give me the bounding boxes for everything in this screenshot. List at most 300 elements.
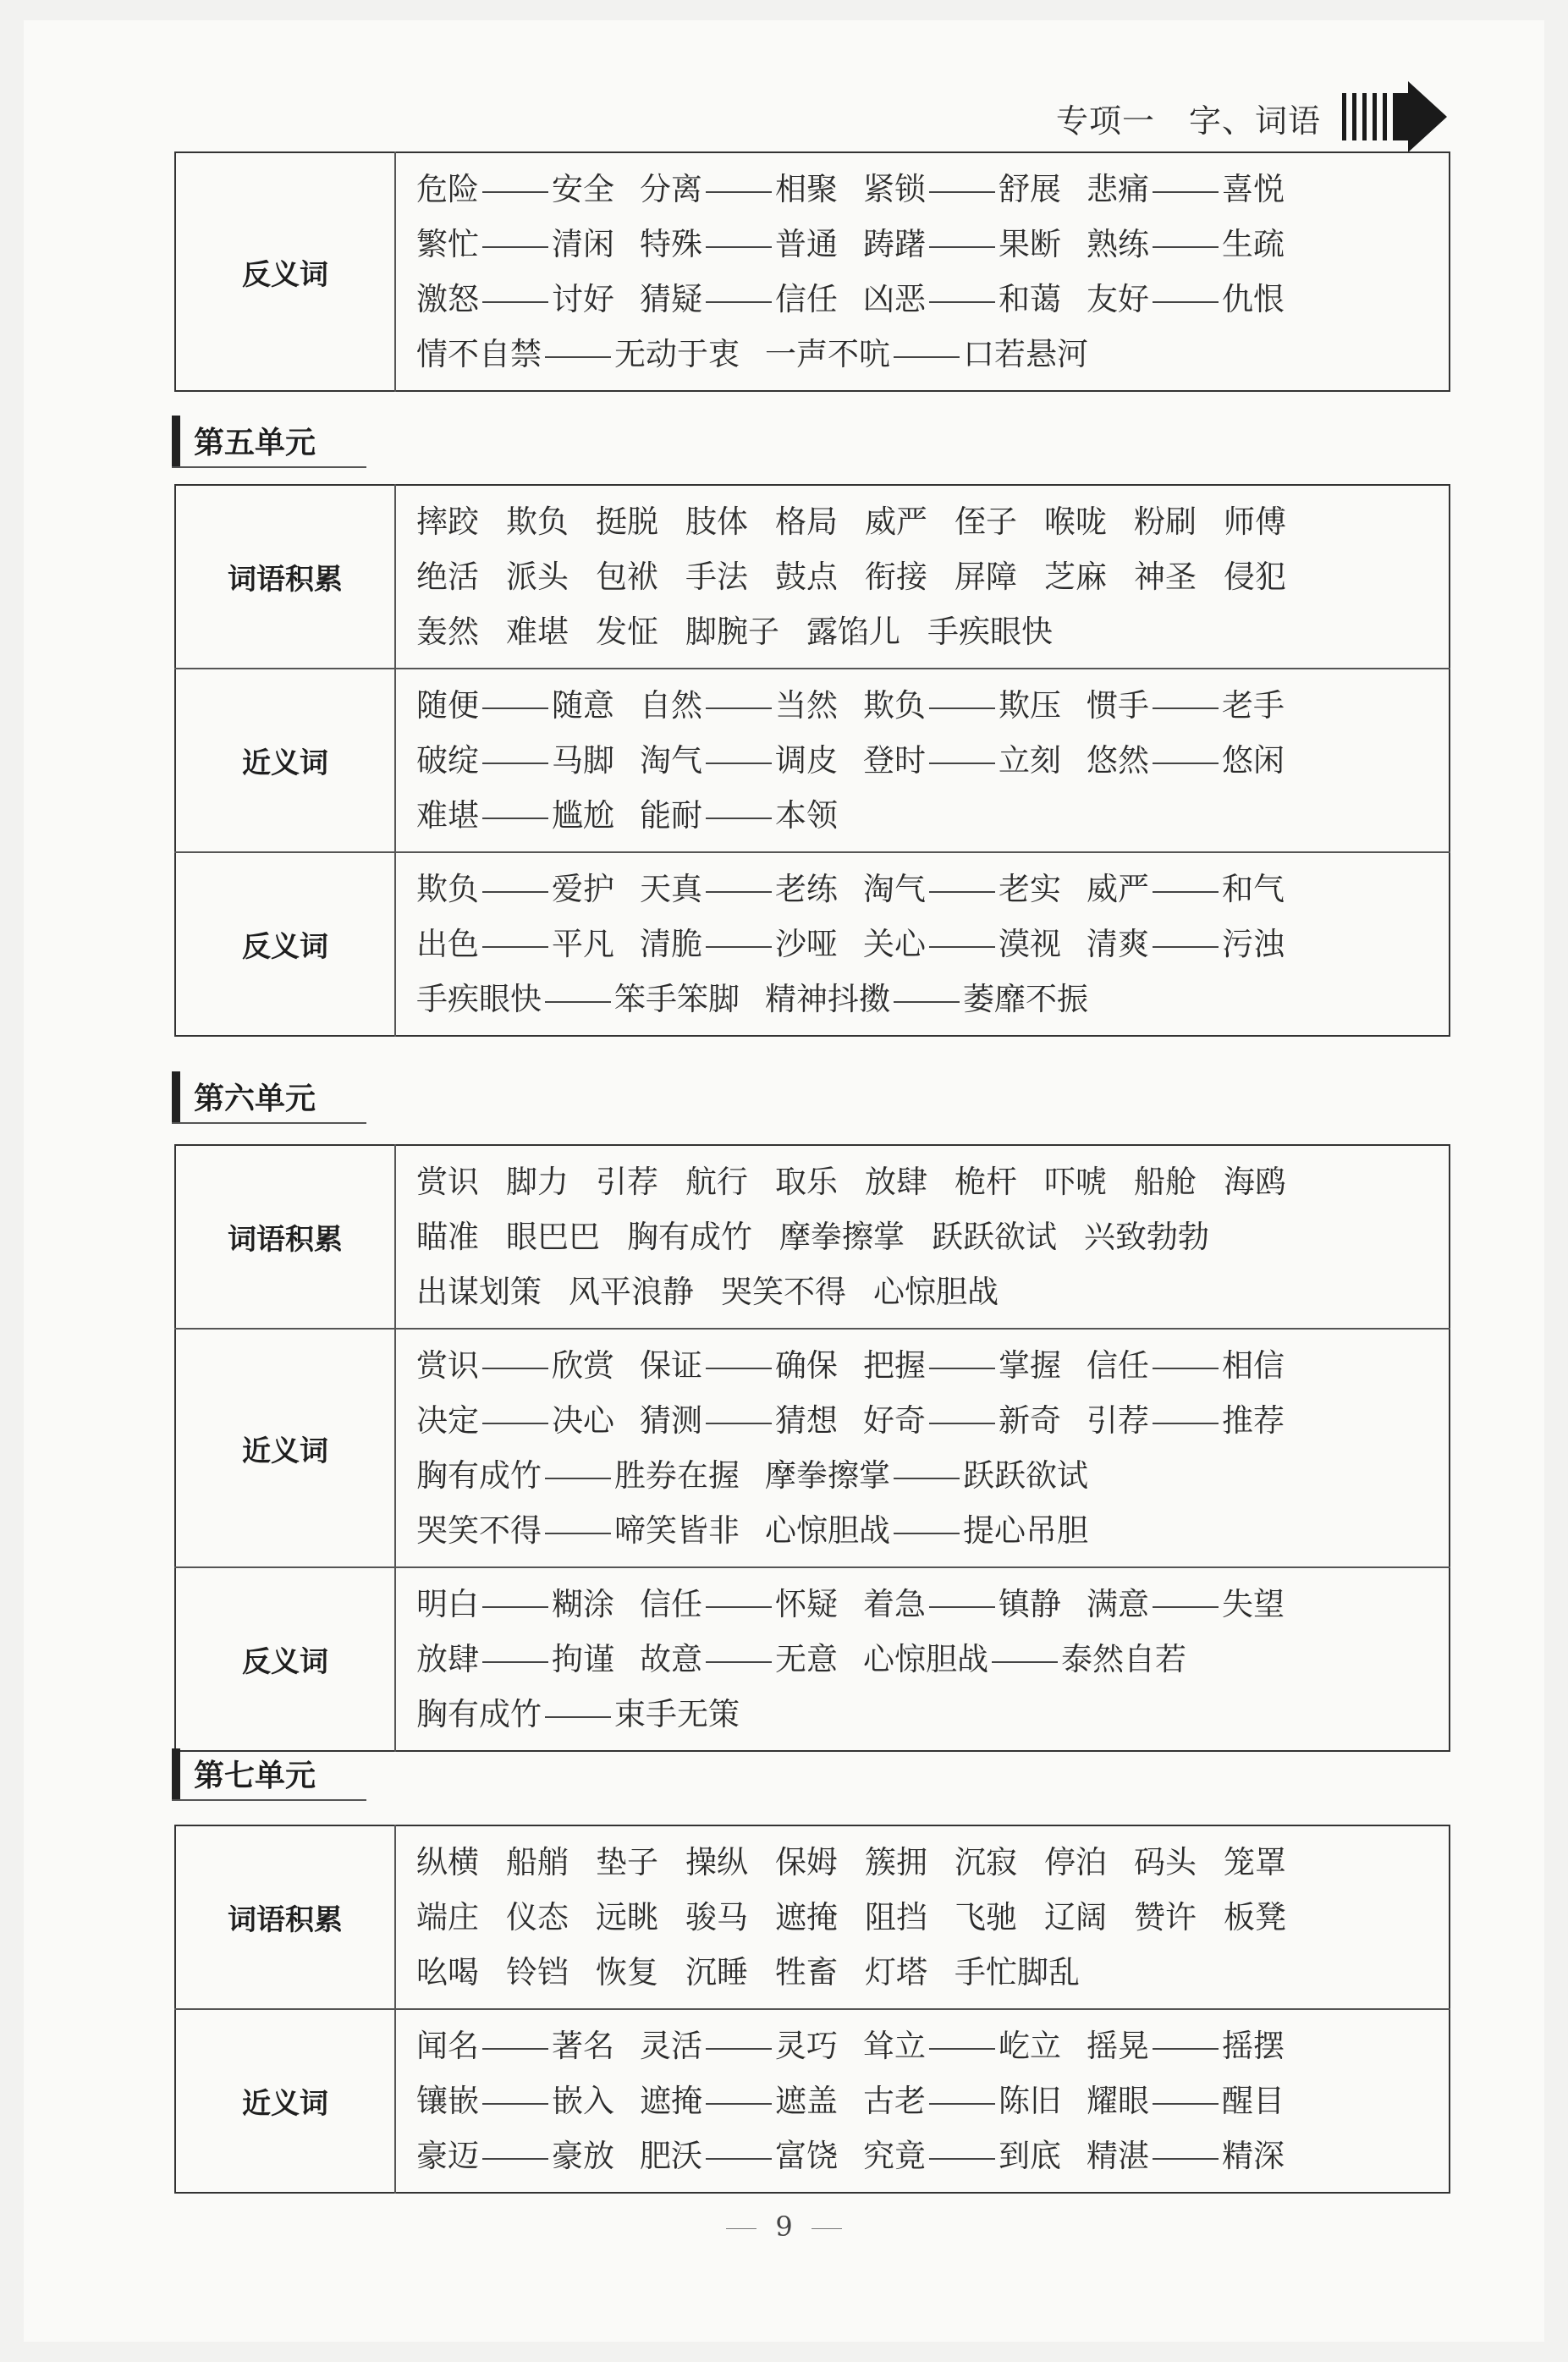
- word-line: [416, 1503, 1449, 1558]
- word: 仇恨: [1222, 281, 1285, 317]
- word: 操纵: [685, 1844, 748, 1880]
- word-line: [416, 217, 1449, 272]
- word: 怀疑: [775, 1586, 838, 1622]
- word-pair: [863, 862, 1061, 917]
- word: 和气: [1222, 871, 1285, 907]
- category-label: 近义词: [175, 669, 395, 852]
- word-pair: [416, 2128, 614, 2183]
- word: 友好: [1087, 281, 1149, 317]
- word-pair: [640, 2018, 838, 2073]
- word-pair: [416, 1448, 740, 1503]
- word: 口若悬河: [963, 336, 1088, 372]
- pair-dash: [894, 356, 960, 358]
- word: 凶恶: [863, 281, 926, 317]
- word: 马脚: [552, 742, 614, 779]
- word-pair: [416, 788, 614, 843]
- pair-dash: [929, 1423, 995, 1424]
- word: 清爽: [1087, 926, 1149, 962]
- word-pair: [1087, 272, 1285, 327]
- word-pair: [863, 678, 1061, 733]
- word: 信任: [775, 281, 838, 317]
- pair-dash: [929, 2103, 995, 2105]
- word: 骏马: [685, 1899, 748, 1935]
- word: 恢复: [596, 1954, 658, 1990]
- pair-dash: [482, 2048, 548, 2050]
- word-pair: [416, 733, 614, 788]
- category-label: 词语积累: [175, 1145, 395, 1329]
- word: 信任: [1087, 1347, 1149, 1384]
- pair-dash: [706, 2103, 772, 2105]
- word: 登时: [863, 742, 926, 779]
- pair-dash: [482, 2103, 548, 2105]
- word: 平凡: [552, 926, 614, 962]
- pair-dash: [706, 707, 772, 709]
- word-line: [416, 1632, 1449, 1687]
- word: 引荐: [596, 1164, 658, 1200]
- word-line: [416, 678, 1449, 733]
- pair-dash: [482, 301, 548, 303]
- word: 脚腕子: [685, 614, 779, 650]
- word-pair: [765, 972, 1088, 1027]
- pair-dash: [1153, 246, 1219, 248]
- word-line: [416, 1577, 1449, 1632]
- word-pair: [416, 862, 614, 917]
- word: 赏识: [416, 1164, 479, 1200]
- pair-dash: [706, 246, 772, 248]
- arrow-right-icon: [1342, 81, 1452, 152]
- word: 放肆: [416, 1641, 479, 1677]
- word: 精深: [1222, 2138, 1285, 2174]
- word-line: [416, 162, 1449, 217]
- word: 威严: [865, 504, 927, 540]
- word-pair: [640, 1393, 838, 1448]
- pair-dash: [1153, 2048, 1219, 2050]
- page-number: [24, 2211, 1544, 2243]
- pair-dash: [706, 191, 772, 193]
- word-list: [395, 1567, 1450, 1751]
- pair-dash: [1153, 1606, 1219, 1608]
- pair-dash: [706, 1661, 772, 1663]
- word: 精湛: [1087, 2138, 1149, 2174]
- word: 哭笑不得: [416, 1512, 542, 1549]
- word: 胸有成竹: [627, 1219, 752, 1255]
- word: 泰然自若: [1061, 1641, 1186, 1677]
- word: 特殊: [640, 226, 702, 262]
- section-title: [172, 1747, 366, 1801]
- word-pair: [765, 1503, 1088, 1558]
- word: 赞许: [1134, 1899, 1197, 1935]
- word: 生疏: [1222, 226, 1285, 262]
- word: 垫子: [596, 1844, 658, 1880]
- pair-dash: [706, 1423, 772, 1424]
- word: 粉刷: [1134, 504, 1197, 540]
- word: 清闲: [552, 226, 614, 262]
- word: 老手: [1222, 687, 1285, 724]
- word-list: [395, 1145, 1450, 1329]
- word-pair: [416, 217, 614, 272]
- word: 胜券在握: [614, 1457, 740, 1494]
- word: 远眺: [596, 1899, 658, 1935]
- word: 老练: [775, 871, 838, 907]
- word: 陈旧: [999, 2083, 1061, 2119]
- pair-dash: [929, 763, 995, 764]
- word: 新奇: [999, 1402, 1061, 1439]
- word: 和蔼: [999, 281, 1061, 317]
- word: 当然: [775, 687, 838, 724]
- word: 相信: [1222, 1347, 1285, 1384]
- word-line: [416, 788, 1449, 843]
- unit-title: 第七单元: [194, 1759, 316, 1793]
- word: 无动于衷: [614, 336, 740, 372]
- section-marker: [172, 1748, 180, 1799]
- pair-dash: [482, 1606, 548, 1608]
- word: 摇摆: [1222, 2028, 1285, 2064]
- word: 吆喝: [416, 1954, 479, 1990]
- vocab-row: [175, 2009, 1450, 2193]
- word: 悠闲: [1222, 742, 1285, 779]
- category-label: 反义词: [175, 152, 395, 391]
- pair-dash: [482, 763, 548, 764]
- word-pair: [765, 1448, 1088, 1503]
- word: 遮掩: [640, 2083, 702, 2119]
- pair-dash: [929, 1368, 995, 1369]
- word: 欺负: [863, 687, 926, 724]
- word: 难堪: [506, 614, 569, 650]
- category-label: 词语积累: [175, 485, 395, 669]
- word: 桅杆: [955, 1164, 1017, 1200]
- vocab-row: [175, 1329, 1450, 1567]
- running-head: [1056, 95, 1321, 141]
- word-pair: [640, 678, 838, 733]
- word: 闻名: [416, 2028, 479, 2064]
- word: 耀眼: [1087, 2083, 1149, 2119]
- word: 豪迈: [416, 2138, 479, 2174]
- word: 漠视: [999, 926, 1061, 962]
- word: 分离: [640, 171, 702, 207]
- word: 船艄: [506, 1844, 569, 1880]
- vocab-row: [175, 485, 1450, 669]
- word: 笼罩: [1224, 1844, 1286, 1880]
- word-list: [395, 669, 1450, 852]
- word-line: [416, 1687, 1449, 1742]
- pair-dash: [482, 818, 548, 819]
- word-pair: [640, 2128, 838, 2183]
- word: 侵犯: [1224, 559, 1286, 595]
- word: 淘气: [640, 742, 702, 779]
- word-line: [416, 1393, 1449, 1448]
- pair-dash: [706, 1606, 772, 1608]
- word: 心惊胆战: [873, 1274, 999, 1310]
- word: 鼓点: [775, 559, 838, 595]
- pair-dash: [706, 818, 772, 819]
- vocab-table-unit5: [174, 484, 1450, 1037]
- word-pair: [1087, 2128, 1285, 2183]
- unit-title: 第六单元: [194, 1082, 316, 1116]
- pair-dash: [992, 1661, 1058, 1663]
- word: 安全: [552, 171, 614, 207]
- word: 随意: [552, 687, 614, 724]
- word: 果断: [999, 226, 1061, 262]
- word: 满意: [1087, 1586, 1149, 1622]
- word: 普通: [775, 226, 838, 262]
- pair-dash: [1153, 191, 1219, 193]
- word-line: [416, 327, 1449, 382]
- pair-dash: [1153, 1423, 1219, 1424]
- word: 究竟: [863, 2138, 926, 2174]
- pair-dash: [482, 1661, 548, 1663]
- word-line: [416, 733, 1449, 788]
- word-pair: [863, 2128, 1061, 2183]
- word-list: [395, 1329, 1450, 1567]
- word-pair: [416, 1632, 614, 1687]
- word-pair: [416, 1503, 740, 1558]
- vocab-row: [175, 1145, 1450, 1329]
- word: 出谋划策: [416, 1274, 542, 1310]
- pair-dash: [545, 1478, 611, 1479]
- word: 跃跃欲试: [963, 1457, 1088, 1494]
- word: 摩拳擦掌: [779, 1219, 905, 1255]
- pair-dash: [1153, 2103, 1219, 2105]
- word: 舒展: [999, 171, 1061, 207]
- word: 绝活: [416, 559, 479, 595]
- word: 飞驰: [955, 1899, 1017, 1935]
- word: 猜疑: [640, 281, 702, 317]
- word-pair: [416, 1338, 614, 1393]
- word: 沙哑: [775, 926, 838, 962]
- word-line: [416, 1835, 1449, 1890]
- word-list: [395, 152, 1450, 391]
- word-pair: [640, 162, 838, 217]
- word: 着急: [863, 1586, 926, 1622]
- pair-dash: [545, 356, 611, 358]
- word-line: [416, 2073, 1449, 2128]
- pair-dash: [482, 946, 548, 948]
- word: 引荐: [1087, 1402, 1149, 1439]
- word: 推荐: [1222, 1402, 1285, 1439]
- word: 保姆: [775, 1844, 838, 1880]
- word: 故意: [640, 1641, 702, 1677]
- word-line: [416, 1448, 1449, 1503]
- word: 清脆: [640, 926, 702, 962]
- word: 随便: [416, 687, 479, 724]
- word-pair: [416, 1687, 740, 1742]
- pair-dash: [482, 891, 548, 893]
- word: 放肆: [865, 1164, 927, 1200]
- word: 仪态: [506, 1899, 569, 1935]
- word: 衔接: [865, 559, 927, 595]
- word: 明白: [416, 1586, 479, 1622]
- word: 镶嵌: [416, 2083, 479, 2119]
- word-pair: [416, 1393, 614, 1448]
- word: 心惊胆战: [863, 1641, 988, 1677]
- word: 爱护: [552, 871, 614, 907]
- word-line: [416, 1154, 1449, 1209]
- word-pair: [416, 2018, 614, 2073]
- word-line: [416, 604, 1449, 659]
- word: 束手无策: [614, 1696, 740, 1732]
- word-pair: [416, 917, 614, 972]
- word: 灯塔: [865, 1954, 927, 1990]
- word-pair: [640, 1577, 838, 1632]
- word-line: [416, 1945, 1449, 2000]
- word-pair: [863, 917, 1061, 972]
- pair-dash: [929, 707, 995, 709]
- word: 手忙脚乱: [955, 1954, 1080, 1990]
- word-line: [416, 2128, 1449, 2183]
- word: 吓唬: [1044, 1164, 1107, 1200]
- word: 手法: [685, 559, 748, 595]
- pair-dash: [1153, 1368, 1219, 1369]
- word: 精神抖擞: [765, 981, 890, 1017]
- word-line: [416, 1338, 1449, 1393]
- header-topic: 字、词语: [1189, 102, 1322, 140]
- word: 心惊胆战: [765, 1512, 890, 1549]
- pair-dash: [545, 1001, 611, 1003]
- pair-dash: [929, 2048, 995, 2050]
- section-marker: [172, 416, 180, 466]
- word: 本领: [775, 797, 838, 834]
- word-line: [416, 862, 1449, 917]
- word: 码头: [1134, 1844, 1197, 1880]
- header-section: 专项一: [1056, 102, 1156, 140]
- word-pair: [863, 2073, 1061, 2128]
- word: 摇晃: [1087, 2028, 1149, 2064]
- category-label: 近义词: [175, 1329, 395, 1567]
- word: 瞄准: [416, 1219, 479, 1255]
- word-pair: [863, 272, 1061, 327]
- pair-dash: [1153, 946, 1219, 948]
- word: 保证: [640, 1347, 702, 1384]
- word: 难堪: [416, 797, 479, 834]
- word: 喉咙: [1044, 504, 1107, 540]
- word-pair: [1087, 2073, 1285, 2128]
- pair-dash: [929, 1606, 995, 1608]
- word: 海鸥: [1224, 1164, 1286, 1200]
- vocab-row: [175, 1825, 1450, 2009]
- word-pair: [640, 272, 838, 327]
- word: 调皮: [775, 742, 838, 779]
- pair-dash: [482, 246, 548, 248]
- word: 破绽: [416, 742, 479, 779]
- pair-dash: [706, 1368, 772, 1369]
- word-pair: [640, 2073, 838, 2128]
- word: 牲畜: [775, 1954, 838, 1990]
- pair-dash: [894, 1001, 960, 1003]
- pair-dash: [482, 1368, 548, 1369]
- word-pair: [863, 162, 1061, 217]
- pair-dash: [706, 946, 772, 948]
- vocab-row: [175, 852, 1450, 1036]
- word: 哭笑不得: [721, 1274, 846, 1310]
- word: 悲痛: [1087, 171, 1149, 207]
- word: 沉寂: [955, 1844, 1017, 1880]
- category-label: 反义词: [175, 852, 395, 1036]
- word: 航行: [685, 1164, 748, 1200]
- word-line: [416, 1890, 1449, 1945]
- pair-dash: [929, 2158, 995, 2160]
- category-label: 近义词: [175, 2009, 395, 2193]
- word: 遮盖: [775, 2083, 838, 2119]
- word: 情不自禁: [416, 336, 542, 372]
- word: 屹立: [999, 2028, 1061, 2064]
- word: 紧锁: [863, 171, 926, 207]
- word: 欺负: [506, 504, 569, 540]
- word: 相聚: [775, 171, 838, 207]
- word: 摩拳擦掌: [765, 1457, 890, 1494]
- pair-dash: [1153, 763, 1219, 764]
- pair-dash: [1153, 707, 1219, 709]
- word-pair: [1087, 2018, 1285, 2073]
- word: 神圣: [1134, 559, 1197, 595]
- word: 欣赏: [552, 1347, 614, 1384]
- word: 纵横: [416, 1844, 479, 1880]
- word-pair: [1087, 862, 1285, 917]
- word-pair: [416, 327, 740, 382]
- word: 猜想: [775, 1402, 838, 1439]
- word: 自然: [640, 687, 702, 724]
- word: 欺压: [999, 687, 1061, 724]
- word: 讨好: [552, 281, 614, 317]
- word: 停泊: [1044, 1844, 1107, 1880]
- word: 轰然: [416, 614, 479, 650]
- pair-dash: [929, 191, 995, 193]
- word: 端庄: [416, 1899, 479, 1935]
- word: 决心: [552, 1402, 614, 1439]
- word: 天真: [640, 871, 702, 907]
- word: 著名: [552, 2028, 614, 2064]
- page-header: [24, 20, 1544, 164]
- word: 师傅: [1224, 504, 1286, 540]
- word: 熟练: [1087, 226, 1149, 262]
- word-pair: [1087, 1338, 1285, 1393]
- word: 肥沃: [640, 2138, 702, 2174]
- page-number-value: 9: [775, 2211, 793, 2243]
- word: 出色: [416, 926, 479, 962]
- word: 糊涂: [552, 1586, 614, 1622]
- word: 掌握: [999, 1347, 1061, 1384]
- word-line: [416, 917, 1449, 972]
- word: 醒目: [1222, 2083, 1285, 2119]
- word-pair: [416, 2073, 614, 2128]
- word: 赏识: [416, 1347, 479, 1384]
- word: 派头: [506, 559, 569, 595]
- vocab-row: [175, 152, 1450, 391]
- word: 豪放: [552, 2138, 614, 2174]
- word: 板凳: [1224, 1899, 1286, 1935]
- word: 取乐: [775, 1164, 838, 1200]
- word: 脚力: [506, 1164, 569, 1200]
- word: 手疾眼快: [416, 981, 542, 1017]
- pair-dash: [706, 2048, 772, 2050]
- word-pair: [416, 162, 614, 217]
- word-pair: [416, 1577, 614, 1632]
- word: 惯手: [1087, 687, 1149, 724]
- word: 船舱: [1134, 1164, 1197, 1200]
- word: 好奇: [863, 1402, 926, 1439]
- word-line: [416, 272, 1449, 327]
- word: 拘谨: [552, 1641, 614, 1677]
- word-line: [416, 972, 1449, 1027]
- pair-dash: [706, 891, 772, 893]
- word-pair: [640, 917, 838, 972]
- word-list: [395, 1825, 1450, 2009]
- pair-dash: [706, 301, 772, 303]
- word: 猜测: [640, 1402, 702, 1439]
- category-label: 反义词: [175, 1567, 395, 1751]
- word: 失望: [1222, 1586, 1285, 1622]
- pair-dash: [929, 946, 995, 948]
- unit-title: 第五单元: [194, 426, 316, 460]
